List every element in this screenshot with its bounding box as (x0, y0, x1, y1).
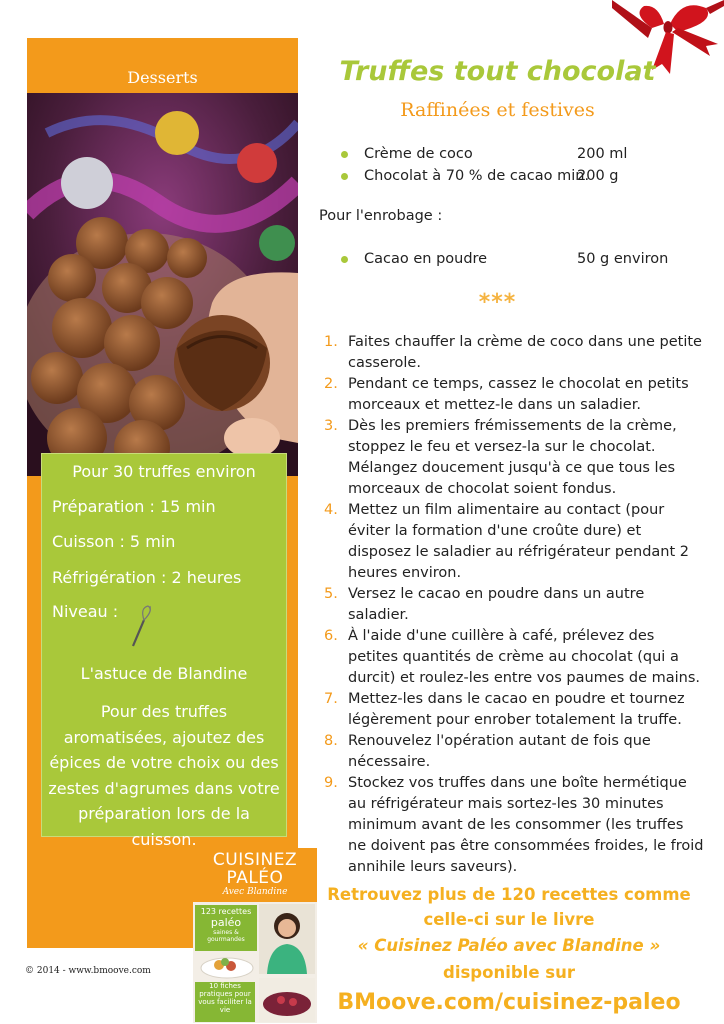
category-label: Desserts (127, 68, 198, 87)
left-sidebar (27, 38, 298, 948)
promo-line1: Retrouvez plus de 120 recettes comme (327, 885, 691, 904)
book-badge-count: 123 recettes (200, 907, 252, 916)
book-subtitle: Avec Blandine (222, 887, 288, 897)
level-label: Niveau : (52, 602, 119, 621)
book-badge-desc: saines & gourmandes (207, 929, 245, 943)
step-text: Pendant ce temps, cassez le chocolat en petits morceaux et mettez-le dans un saladier. (348, 376, 689, 413)
servings-text: Pour 30 truffes environ (72, 462, 256, 481)
truffles-photo (27, 93, 298, 476)
step-number: 4. (324, 502, 338, 518)
bullet-icon (341, 256, 348, 263)
step-text: Stockez vos truffes dans une boîte hermétique au réfrigérateur mais sortez-les 30 minutes minimum avant de les consommer (les truffes ne doivent pas être consommées froides, le froid annihile leurs saveurs). (348, 775, 704, 875)
recipe-subtitle: Raffinées et festives (400, 99, 595, 121)
book-cover[interactable] (193, 848, 317, 1023)
ingredient-item (341, 168, 619, 184)
ingredient-qty: 200 ml (577, 146, 628, 162)
step-number: 5. (324, 586, 338, 602)
prep-time: Préparation : 15 min (52, 497, 216, 516)
ingredient-name: Crème de coco (364, 146, 473, 162)
step-number: 7. (324, 691, 338, 707)
coating-item (341, 251, 669, 267)
step-number: 1. (324, 334, 338, 350)
steps-list (324, 332, 704, 878)
step-text: Faites chauffer la crème de coco dans une petite casserole. (348, 334, 702, 371)
tip-text: Pour des truffes aromatisées, ajoutez des épices de votre choix ou des zestes d'agrumes dans votre préparation lors de la cuisson. (48, 702, 280, 849)
step-number: 8. (324, 733, 338, 749)
promo-line4: disponible sur (443, 963, 575, 982)
whisk-icon (130, 604, 154, 648)
step-text: Dès les premiers frémissements de la crème, stoppez le feu et versez-la sur le chocolat. Mélangez doucement jusqu'à ce que tous les morceaux de chocolat soient fondus. (348, 418, 677, 497)
book-title-line2: PALÉO (226, 868, 284, 888)
book-badge-paleo: paléo (210, 916, 242, 929)
promo-line2: celle-ci sur le livre (423, 910, 595, 929)
step-item (324, 731, 704, 773)
ingredient-item (341, 146, 628, 162)
step-item (324, 689, 704, 731)
step-item (324, 416, 704, 500)
step-number: 6. (324, 628, 338, 644)
category-band (27, 38, 298, 93)
separator-stars: *** (478, 290, 517, 315)
book-badge-sheets: 10 fiches pratiques pour vous faciliter la vie (195, 982, 255, 1022)
step-item (324, 374, 704, 416)
step-text: À l'aide d'une cuillère à café, prélevez des petites quantités de crème au chocolat (qui a durcit) et roulez-les entre vos paumes de mains. (348, 628, 701, 686)
coating-heading: Pour l'enrobage : (319, 208, 443, 224)
step-text: Versez le cacao en poudre dans un autre saladier. (348, 586, 645, 623)
copyright: © 2014 - www.bmoove.com (25, 966, 151, 976)
bullet-icon (341, 173, 348, 180)
step-text: Mettez un film alimentaire au contact (pour éviter la formation d'une croûte dure) et disposez le saladier au réfrigérateur pendant 2 heures environ. (348, 502, 689, 581)
info-box (41, 453, 287, 849)
step-number: 2. (324, 376, 338, 392)
step-item (324, 500, 704, 584)
step-number: 9. (324, 775, 338, 791)
book-title-line1: CUISINEZ (212, 850, 298, 870)
ingredient-name: Chocolat à 70 % de cacao min. (364, 168, 590, 184)
dish-illustration (199, 952, 259, 980)
tip-heading: L'astuce de Blandine (80, 664, 248, 683)
step-item (324, 773, 704, 878)
bullet-icon (341, 151, 348, 158)
cook-time: Cuisson : 5 min (52, 532, 176, 551)
step-item (324, 626, 704, 689)
promo-url-link[interactable]: BMoove.com/cuisinez-paleo (337, 990, 681, 1015)
book-badge-recipes (195, 905, 257, 951)
book-inner (193, 902, 317, 1023)
recipe-title: Truffes tout chocolat (339, 56, 656, 87)
fridge-time: Réfrigération : 2 heures (52, 568, 242, 587)
promo-book-title: « Cuisinez Paléo avec Blandine » (357, 936, 661, 955)
step-number: 3. (324, 418, 338, 434)
coating-qty: 50 g environ (577, 251, 669, 267)
step-item (324, 584, 704, 626)
ingredient-qty: 200 g (577, 168, 619, 184)
coating-name: Cacao en poudre (364, 251, 488, 267)
step-text: Mettez-les dans le cacao en poudre et tournez légèrement pour enrober totalement la truffe. (348, 691, 685, 728)
step-item (324, 332, 704, 374)
step-text: Renouvelez l'opération autant de fois que nécessaire. (348, 733, 651, 770)
